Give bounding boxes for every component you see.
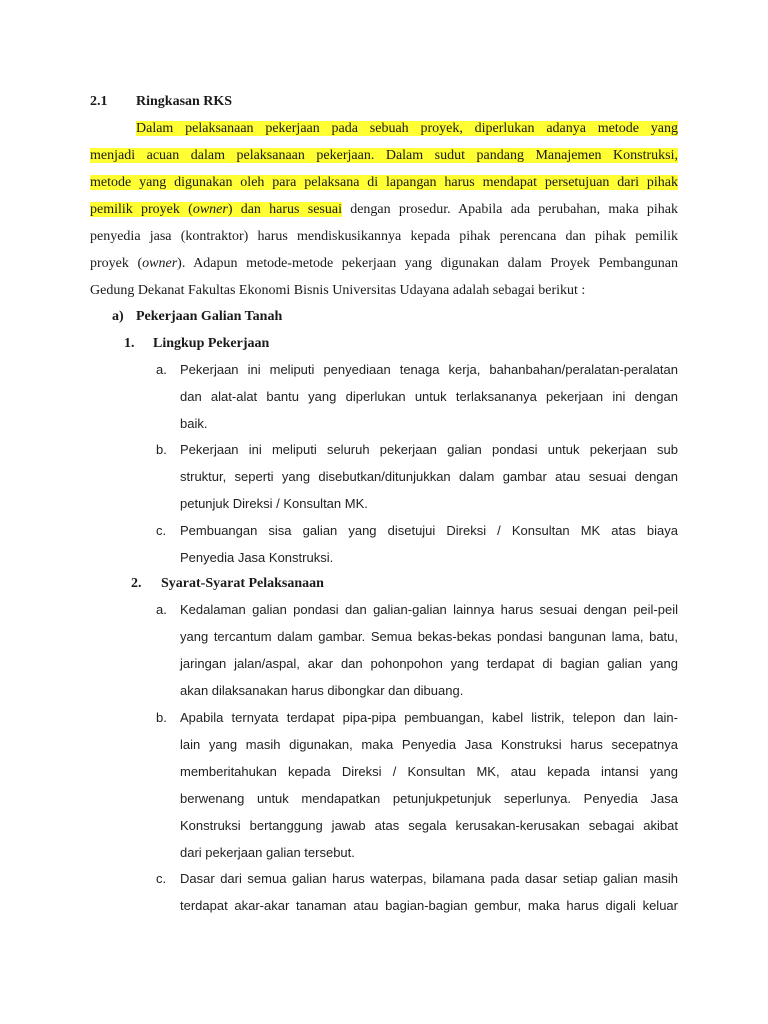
list-item-line: jaringan jalan/aspal, akar dan pohonpohon yang terdapat di bagian galian yang <box>180 656 678 671</box>
list-item-line: terdapat akar-akar tanaman atau bagian-bagian gembur, maka harus digali keluar <box>180 898 678 913</box>
sub2-title: Syarat-Syarat Pelaksanaan <box>161 576 324 591</box>
list-item-line: akan dilaksanakan harus dibongkar dan dibuang. <box>180 683 464 698</box>
list-item-marker: b. <box>156 442 167 457</box>
highlight: Dalam pelaksanaan pekerjaan pada sebuah proyek, diperlukan adanya metode yang <box>136 121 678 136</box>
sub1-title: Lingkup Pekerjaan <box>153 336 270 351</box>
list-item-line: Kedalaman galian pondasi dan galian-galian lainnya harus sesuai dengan peil-peil <box>180 602 678 617</box>
list-item-line: Pekerjaan ini meliputi seluruh pekerjaan galian pondasi untuk pekerjaan sub <box>180 442 678 457</box>
intro-text: dengan prosedur. Apabila ada perubahan, maka pihak <box>341 202 679 217</box>
intro-line-2 <box>90 143 678 169</box>
list-item-line: Penyedia Jasa Konstruksi. <box>180 550 334 565</box>
highlight: menjadi acuan dalam pelaksanaan pekerjaan. Dalam sudut pandang Manajemen Konstruksi, <box>90 148 678 163</box>
list-item-marker: b. <box>156 710 167 725</box>
list-item-line: yang tercantum dalam gambar. Semua bekas-bekas pondasi bangunan lama, batu, <box>180 629 678 644</box>
list-item-marker: a. <box>156 602 167 617</box>
intro-text: pemilik proyek ( <box>90 202 193 217</box>
list-item-line: Konstruksi bertanggung jawab atas segala kerusakan-kerusakan sebagai akibat <box>180 818 678 833</box>
list-item-line: Dasar dari semua galian harus waterpas, bilamana pada dasar setiap galian masih <box>180 871 678 886</box>
intro-line-6 <box>90 251 678 277</box>
intro-line-5: penyedia jasa (kontraktor) harus mendiskusikannya kepada pihak perencana dan pihak pemilik <box>90 229 678 244</box>
list-item-line: lain yang masih digunakan, maka Penyedia Jasa Konstruksi harus secepatnya <box>180 737 678 752</box>
list-item-line: berwenang untuk mendapatkan petunjukpetunjuk seperlunya. Penyedia Jasa <box>180 791 678 806</box>
intro-text: ) dan harus sesuai <box>227 202 342 217</box>
list-item-line: baik. <box>180 416 208 431</box>
intro-text: proyek ( <box>90 256 143 271</box>
list-item-marker: c. <box>156 523 167 538</box>
list-item-marker: a. <box>156 362 167 377</box>
sub2-marker: 2. <box>131 576 142 591</box>
list-item-line: Pekerjaan ini meliputi penyediaan tenaga kerja, bahanbahan/peralatan-peralatan <box>180 362 678 377</box>
list-item-line: Apabila ternyata terdapat pipa-pipa pembuangan, kabel listrik, telepon dan lain- <box>180 710 678 725</box>
intro-line-3 <box>90 170 678 196</box>
intro-line-4 <box>90 197 678 223</box>
list-item-line: petunjuk Direksi / Konsultan MK. <box>180 496 368 511</box>
list-item-line: dari pekerjaan galian tersebut. <box>180 845 355 860</box>
highlight <box>90 202 342 217</box>
section-number: 2.1 <box>90 94 108 109</box>
list-item-line: dan alat-alat bantu yang diperlukan untuk terlaksananya pekerjaan ini dengan <box>180 389 678 404</box>
intro-line-7: Gedung Dekanat Fakultas Ekonomi Bisnis Universitas Udayana adalah sebagai berikut : <box>90 283 586 298</box>
sub1-marker: 1. <box>124 336 135 351</box>
intro-line-1 <box>136 116 678 142</box>
intro-italic-owner: owner <box>192 202 228 217</box>
section-title: Ringkasan RKS <box>136 94 233 109</box>
part-a-marker: a) <box>112 309 124 324</box>
list-item-marker: c. <box>156 871 167 886</box>
intro-text: ). Adapun metode-metode pekerjaan yang digunakan dalam Proyek Pembangunan <box>177 256 678 271</box>
list-item-line: Pembuangan sisa galian yang disetujui Direksi / Konsultan MK atas biaya <box>180 523 678 538</box>
part-a-title: Pekerjaan Galian Tanah <box>136 309 283 324</box>
highlight: metode yang digunakan oleh para pelaksana di lapangan harus mendapat persetujuan dari pihak <box>90 175 678 190</box>
list-item-line: struktur, seperti yang disebutkan/ditunjukkan dalam gambar atau sesuai dengan <box>180 469 678 484</box>
intro-italic-owner: owner <box>142 256 178 271</box>
list-item-line: memberitahukan kepada Direksi / Konsultan MK, atau kepada intansi yang <box>180 764 678 779</box>
